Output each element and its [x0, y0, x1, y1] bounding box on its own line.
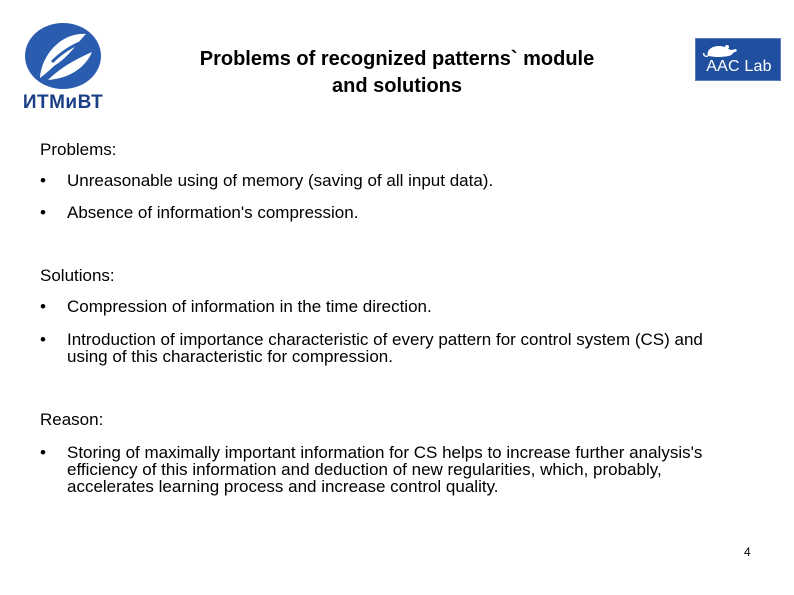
- reason-heading: Reason:: [40, 410, 104, 429]
- title-line-2: and solutions: [332, 75, 462, 97]
- problems-heading: Problems:: [40, 140, 117, 159]
- reason-item-1: Storing of maximally important information for CS helps to increase further analysis's efficiency of this information and deduction of new regularities, which, probably, accelerates learning process and increase control quality.: [67, 443, 703, 496]
- logo-caption: ИТМиВТ: [22, 92, 104, 113]
- problems-item-1: Unreasonable using of memory (saving of all input data).: [67, 171, 494, 190]
- bullet-icon: •: [40, 203, 46, 222]
- solutions-item-2: Introduction of importance characteristic of every pattern for control system (CS) and using of this characteristic for compression.: [67, 330, 703, 366]
- itmivt-logo: [14, 22, 112, 114]
- bullet-icon: •: [40, 297, 46, 316]
- bullet-icon: •: [40, 171, 46, 190]
- title-line-1: Problems of recognized patterns` module: [199, 48, 595, 70]
- lab-text: AAC Lab: [706, 58, 772, 75]
- page-title: [130, 46, 664, 100]
- itmivt-logo-icon: [14, 22, 112, 92]
- problems-item-2: Absence of information's compression.: [67, 203, 359, 222]
- page-number: 4: [744, 545, 751, 559]
- bullet-icon: •: [40, 330, 46, 349]
- bullet-icon: •: [40, 443, 46, 462]
- solutions-item-1: Compression of information in the time direction.: [67, 297, 432, 316]
- aac-lab-logo: [695, 38, 781, 81]
- solutions-heading: Solutions:: [40, 266, 115, 285]
